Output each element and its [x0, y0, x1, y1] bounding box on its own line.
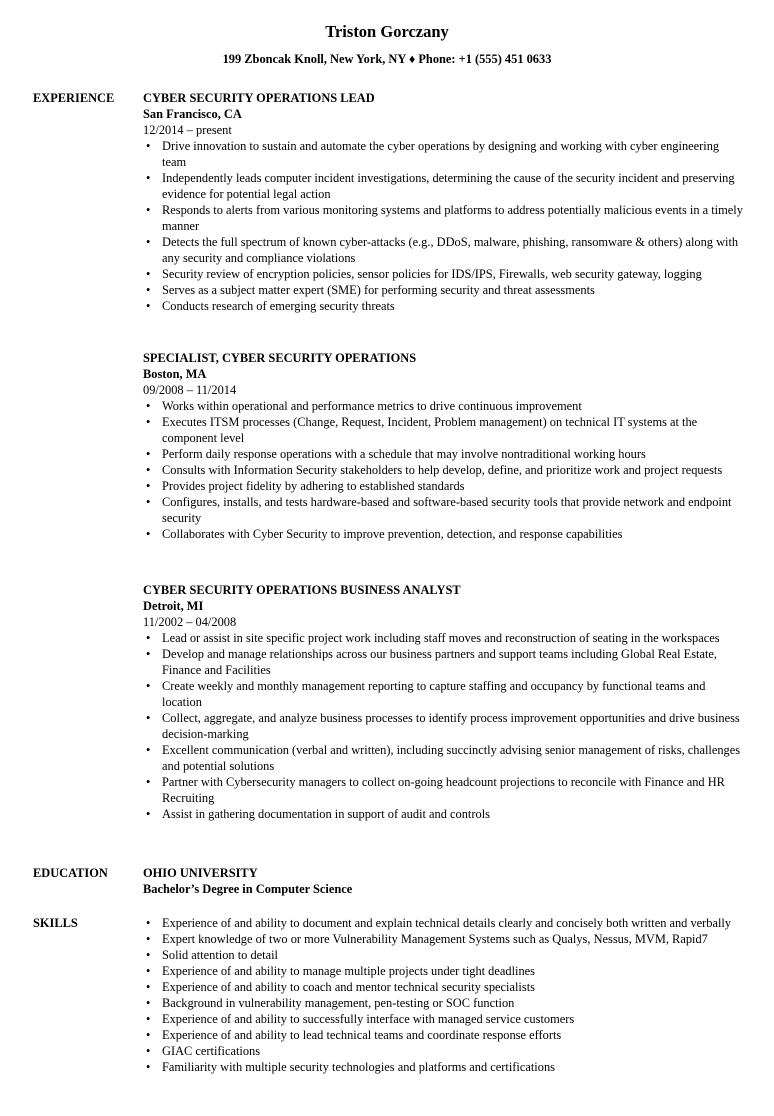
bullet-icon: •: [146, 267, 151, 281]
list-item: [143, 282, 743, 298]
candidate-name: Triston Gorczany: [325, 22, 449, 41]
list-item: [143, 710, 743, 742]
list-item: [143, 931, 743, 947]
bullet-text: Detects the full spectrum of known cyber-attacks (e.g., DDoS, malware, phishing, ransomware & others) along with any security and compliance violations: [162, 235, 739, 265]
list-item: [143, 742, 743, 774]
bullet-icon: •: [146, 1012, 151, 1026]
education-heading: EDUCATION: [33, 866, 108, 880]
list-item: [143, 806, 743, 822]
bullet-text: Executes ITSM processes (Change, Request, Incident, Problem management) on technical IT systems at the component level: [162, 415, 698, 445]
bullet-text: Security review of encryption policies, sensor policies for IDS/IPS, Firewalls, web security gateway, logging: [162, 267, 702, 281]
list-item: [143, 462, 743, 478]
list-item: [143, 234, 743, 266]
bullet-text: Collaborates with Cyber Security to improve prevention, detection, and response capabilities: [162, 527, 623, 541]
bullet-icon: •: [146, 916, 151, 930]
bullet-text: Drive innovation to sustain and automate the cyber operations by designing and working with cyber engineering team: [162, 139, 720, 169]
bullet-icon: •: [146, 203, 151, 217]
skills-heading: SKILLS: [33, 916, 78, 930]
skill-text: Experience of and ability to successfully interface with managed service customers: [162, 1012, 575, 1026]
list-item: [143, 1043, 743, 1059]
experience-heading: EXPERIENCE: [33, 91, 115, 105]
bullet-icon: •: [146, 711, 151, 725]
job-dates: 12/2014 – present: [143, 123, 232, 137]
list-item: [143, 630, 743, 646]
skills-entry: [143, 915, 743, 1075]
bullet-icon: •: [146, 647, 151, 661]
bullet-text: Provides project fidelity by adhering to established standards: [162, 479, 465, 493]
skill-text: Solid attention to detail: [162, 948, 278, 962]
bullet-text: Conducts research of emerging security threats: [162, 299, 395, 313]
bullet-icon: •: [146, 495, 151, 509]
contact-line: 199 Zboncak Knoll, New York, NY ♦ Phone: +1 (555) 451 0633: [222, 52, 552, 66]
bullet-icon: •: [146, 1060, 151, 1074]
bullet-icon: •: [146, 171, 151, 185]
job-title: CYBER SECURITY OPERATIONS BUSINESS ANALYST: [143, 583, 461, 597]
bullet-text: Collect, aggregate, and analyze business processes to identify process improvement opportunities and drive business decision-marking: [162, 711, 740, 741]
list-item: [143, 646, 743, 678]
bullet-icon: •: [146, 447, 151, 461]
bullet-text: Lead or assist in site specific project work including staff moves and reconstruction of seating in the workspaces: [162, 631, 720, 645]
bullet-text: Configures, installs, and tests hardware-based and software-based security tools that provide network and endpoint security: [162, 495, 732, 525]
education-entry: [143, 865, 743, 897]
bullet-text: Serves as a subject matter expert (SME) for performing security and threat assessments: [162, 283, 595, 297]
list-item: [143, 298, 743, 314]
list-item: [143, 774, 743, 806]
job-bullets: [143, 398, 743, 542]
list-item: [143, 1059, 743, 1075]
list-item: [143, 494, 743, 526]
list-item: [143, 1027, 743, 1043]
bullet-text: Excellent communication (verbal and written), including succinctly advising senior management of risks, challenges and potential solutions: [162, 743, 741, 773]
skill-text: Experience of and ability to lead technical teams and coordinate response efforts: [162, 1028, 562, 1042]
bullet-icon: •: [146, 415, 151, 429]
job-location: Detroit, MI: [143, 599, 204, 613]
list-item: [143, 266, 743, 282]
bullet-icon: •: [146, 283, 151, 297]
bullet-text: Works within operational and performance metrics to drive continuous improvement: [162, 399, 582, 413]
list-item: [143, 138, 743, 170]
bullet-icon: •: [146, 679, 151, 693]
list-item: [143, 995, 743, 1011]
list-item: [143, 478, 743, 494]
skill-text: Background in vulnerability management, pen-testing or SOC function: [162, 996, 515, 1010]
bullet-text: Perform daily response operations with a schedule that may involve nontraditional working hours: [162, 447, 646, 461]
skill-text: Familiarity with multiple security technologies and platforms and certifications: [162, 1060, 555, 1074]
job-title: SPECIALIST, CYBER SECURITY OPERATIONS: [143, 351, 417, 365]
bullet-icon: •: [146, 399, 151, 413]
bullet-icon: •: [146, 948, 151, 962]
bullet-icon: •: [146, 1044, 151, 1058]
job-bullets: [143, 630, 743, 822]
list-item: [143, 915, 743, 931]
job-entry: [143, 350, 743, 542]
list-item: [143, 446, 743, 462]
job-entry: [143, 582, 743, 822]
job-location: Boston, MA: [143, 367, 207, 381]
job-title: CYBER SECURITY OPERATIONS LEAD: [143, 91, 375, 105]
list-item: [143, 1011, 743, 1027]
list-item: [143, 947, 743, 963]
bullet-icon: •: [146, 980, 151, 994]
bullet-icon: •: [146, 1028, 151, 1042]
bullet-text: Responds to alerts from various monitoring systems and platforms to address potentially malicious events in a timely manner: [162, 203, 743, 233]
skill-text: Experience of and ability to coach and mentor technical security specialists: [162, 980, 535, 994]
list-item: [143, 979, 743, 995]
bullet-text: Consults with Information Security stakeholders to help develop, define, and prioritize work and project requests: [162, 463, 723, 477]
bullet-text: Independently leads computer incident investigations, determining the cause of the security incident and preserving evidence for potential legal action: [162, 171, 735, 201]
bullet-icon: •: [146, 463, 151, 477]
bullet-icon: •: [146, 235, 151, 249]
bullet-icon: •: [146, 139, 151, 153]
bullet-icon: •: [146, 631, 151, 645]
bullet-text: Partner with Cybersecurity managers to collect on-going headcount projections to reconcile with Finance and HR Recruiting: [162, 775, 725, 805]
bullet-text: Assist in gathering documentation in support of audit and controls: [162, 807, 490, 821]
job-bullets: [143, 138, 743, 314]
job-dates: 11/2002 – 04/2008: [143, 615, 237, 629]
bullet-icon: •: [146, 527, 151, 541]
job-entry: [143, 90, 743, 314]
list-item: [143, 414, 743, 446]
list-item: [143, 398, 743, 414]
school-name: OHIO UNIVERSITY: [143, 866, 258, 880]
bullet-icon: •: [146, 775, 151, 789]
degree-name: Bachelor’s Degree in Computer Science: [143, 882, 353, 896]
skill-text: GIAC certifications: [162, 1044, 261, 1058]
list-item: [143, 963, 743, 979]
bullet-icon: •: [146, 932, 151, 946]
list-item: [143, 202, 743, 234]
bullet-icon: •: [146, 964, 151, 978]
list-item: [143, 170, 743, 202]
job-location: San Francisco, CA: [143, 107, 242, 121]
bullet-text: Create weekly and monthly management reporting to capture staffing and occupancy by functional teams and location: [162, 679, 706, 709]
list-item: [143, 678, 743, 710]
skill-text: Experience of and ability to document and explain technical details clearly and concisely both written and verbally: [162, 916, 732, 930]
bullet-icon: •: [146, 807, 151, 821]
bullet-icon: •: [146, 299, 151, 313]
skills-list: [143, 915, 743, 1075]
bullet-icon: •: [146, 996, 151, 1010]
job-dates: 09/2008 – 11/2014: [143, 383, 237, 397]
bullet-icon: •: [146, 743, 151, 757]
bullet-text: Develop and manage relationships across our business partners and support teams including Global Real Estate, Finance and Facilities: [162, 647, 718, 677]
skill-text: Experience of and ability to manage multiple projects under tight deadlines: [162, 964, 535, 978]
list-item: [143, 526, 743, 542]
bullet-icon: •: [146, 479, 151, 493]
skill-text: Expert knowledge of two or more Vulnerability Management Systems such as Qualys, Nessus, MVM, Rapid7: [162, 932, 708, 946]
